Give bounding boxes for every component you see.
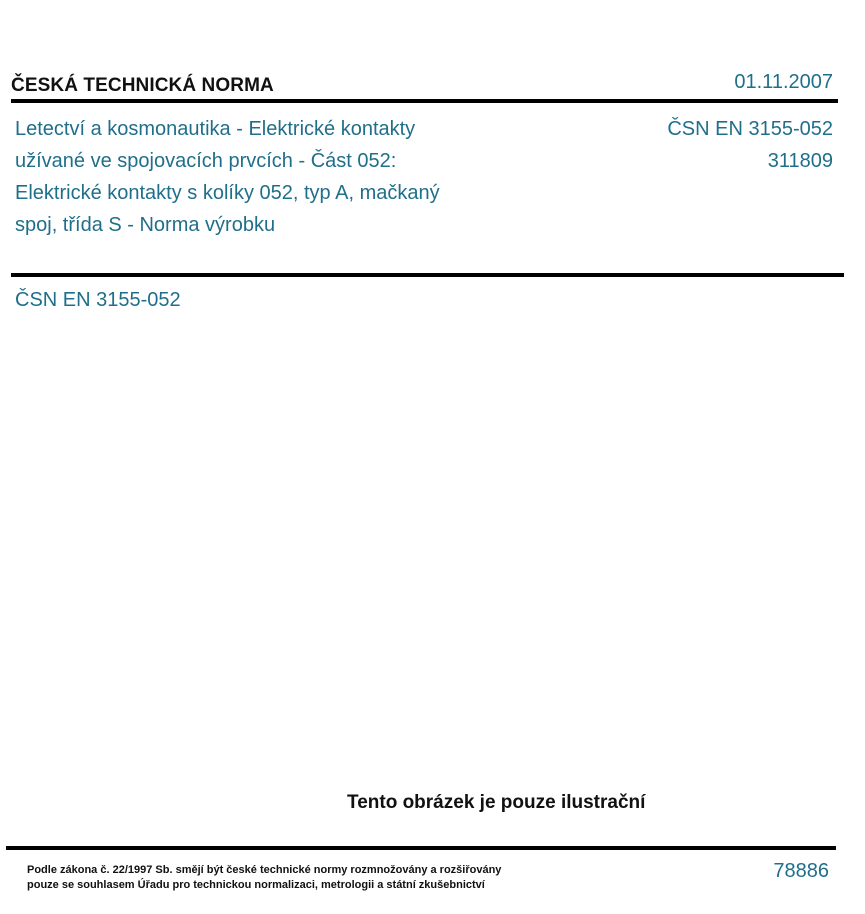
- legal-notice-line: Podle zákona č. 22/1997 Sb. smějí být české technické normy rozmnožovány a rozšiřovány: [27, 864, 502, 876]
- catalog-number: 78886: [773, 860, 829, 882]
- standard-designation: ČSN EN 3155-052: [15, 289, 181, 311]
- document-title-line: užívané ve spojovacích prvcích - Část 052:: [15, 150, 397, 172]
- footer-divider: [6, 846, 836, 850]
- standard-identifiers: [667, 113, 833, 177]
- standard-number: ČSN EN 3155-052: [667, 118, 833, 140]
- standard-series-heading: ČESKÁ TECHNICKÁ NORMA: [11, 75, 274, 96]
- classification-code: 311809: [767, 150, 833, 172]
- document-title-line: Elektrické kontakty s kolíky 052, typ A, mačkaný: [15, 182, 440, 204]
- legal-notice: [27, 863, 501, 893]
- document-title: [15, 113, 535, 241]
- legal-notice-line: pouze se souhlasem Úřadu pro technickou normalizaci, metrologii a státní zkušebnictví: [27, 879, 485, 891]
- document-title-line: Letectví a kosmonautika - Elektrické kontakty: [15, 118, 416, 140]
- illustration-disclaimer: Tento obrázek je pouze ilustrační: [347, 792, 646, 813]
- document-title-line: spoj, třída S - Norma výrobku: [15, 214, 276, 236]
- publication-date: 01.11.2007: [734, 71, 833, 93]
- header-divider: [11, 99, 838, 103]
- title-divider: [11, 273, 844, 277]
